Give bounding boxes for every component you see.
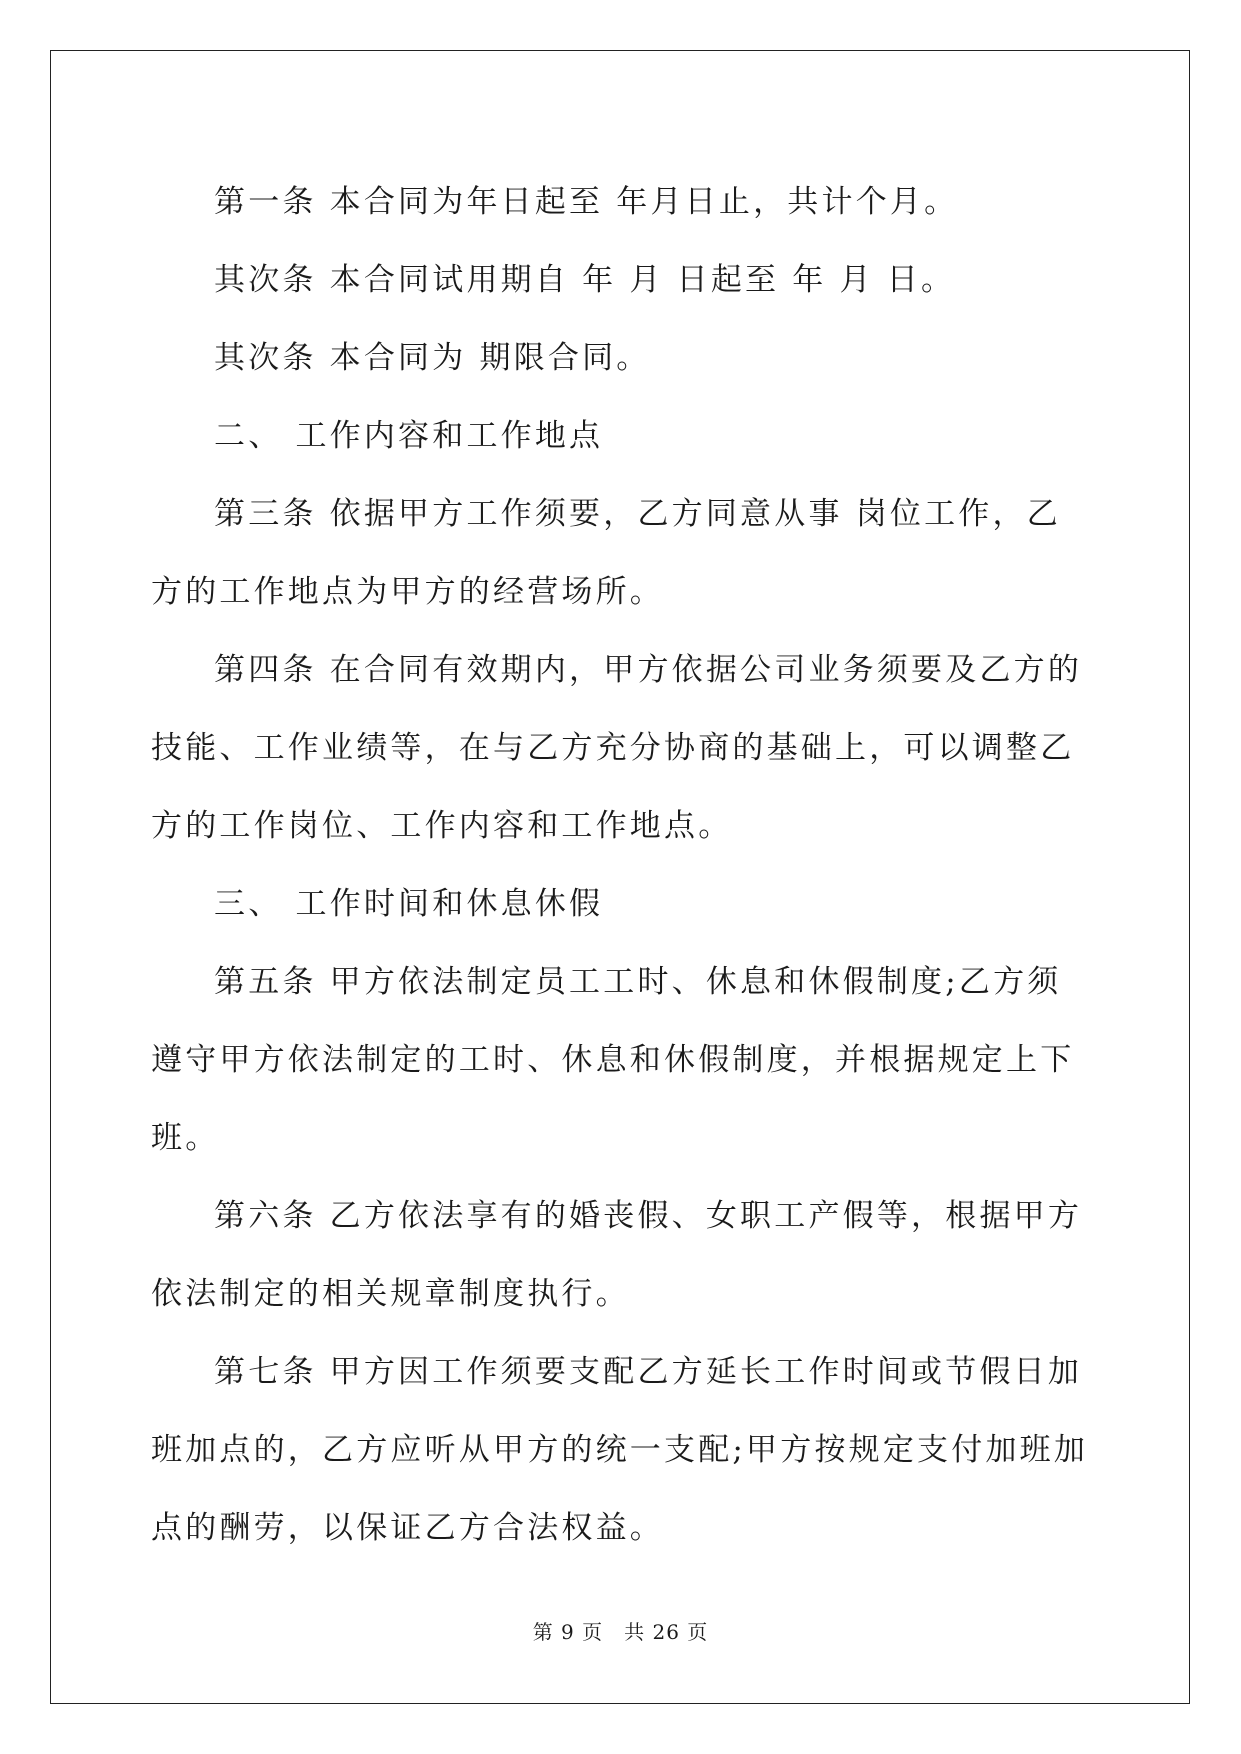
clause-7-overtime: 第七条 甲方因工作须要支配乙方延长工作时间或节假日加班加点的，乙方应听从甲方的统一支配;甲方按规定支付加班加点的酬劳，以保证乙方合法权益。 xyxy=(151,1354,1089,1546)
clause-2b-contract-type: 其次条 本合同为 期限合同。 xyxy=(214,340,651,376)
clause-4-adjustment: 第四条 在合同有效期内，甲方依据公司业务须要及乙方的技能、工作业绩等，在与乙方充分协商的基础上，可以调整乙方的工作岗位、工作内容和工作地点。 xyxy=(151,652,1083,844)
clause-1-term: 第一条 本合同为年日起至 年月日止，共计个月。 xyxy=(214,184,959,220)
page-number-footer: 第 9 页 共 26 页 xyxy=(532,1620,709,1644)
clause-2-probation: 其次条 本合同试用期自 年 月 日起至 年 月 日。 xyxy=(214,262,956,298)
clause-5-working-hours: 第五条 甲方依法制定员工工时、休息和休假制度;乙方须遵守甲方依法制定的工时、休息和休假制度，并根据规定上下班。 xyxy=(151,964,1075,1156)
section-heading-2: 二、 工作内容和工作地点 xyxy=(214,418,604,454)
section-heading-3: 三、 工作时间和休息休假 xyxy=(214,886,604,922)
clause-3-position: 第三条 依据甲方工作须要，乙方同意从事 岗位工作，乙方的工作地点为甲方的经营场所。 xyxy=(151,496,1061,610)
clause-6-leave: 第六条 乙方依法享有的婚丧假、女职工产假等，根据甲方依法制定的相关规章制度执行。 xyxy=(151,1198,1083,1312)
document-body xyxy=(151,163,1091,1567)
